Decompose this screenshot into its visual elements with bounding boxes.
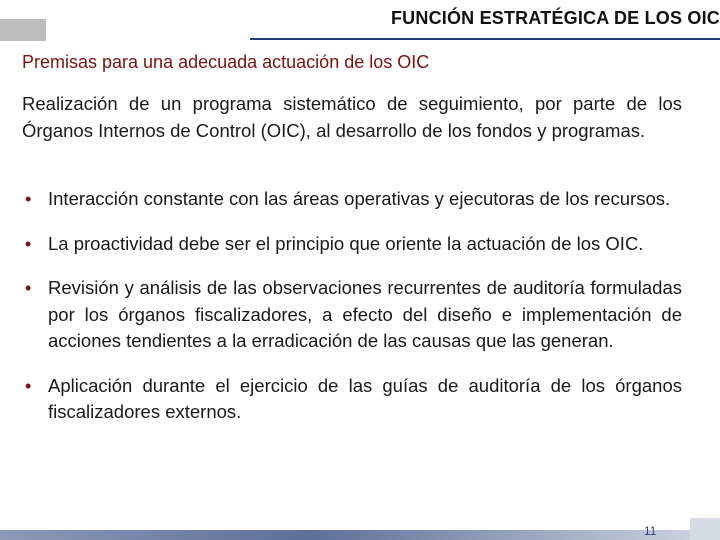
intro-paragraph: Realización de un programa sistemático de seguimiento, por parte de los Órganos Internos de Control (OIC), al desarrollo de los fondos y programas. — [22, 93, 682, 141]
bullet-text: Revisión y análisis de las observaciones recurrentes de auditoría formuladas por los órganos fiscalizadores, a efecto del diseño e implementación de acciones tendientes a la erradicación de las causas que las generan. — [48, 277, 682, 351]
bullet-text: Aplicación durante el ejercicio de las guías de auditoría de los órganos fiscalizadores externos. — [48, 374, 682, 422]
bullet-item — [22, 373, 682, 426]
footer-bar — [0, 530, 690, 540]
slide-subtitle: Premisas para una adecuada actuación de los OIC — [22, 52, 430, 72]
bullet-dot-icon: • — [25, 278, 32, 298]
bullet-dot-icon: • — [25, 233, 32, 254]
bullet-item — [22, 275, 682, 355]
bullet-text: La proactividad debe ser el principio que oriente la actuación de los OIC. — [48, 232, 644, 254]
bullet-dot-icon: • — [25, 375, 32, 396]
bullet-dot-icon: • — [25, 189, 32, 209]
title-underline — [250, 38, 720, 40]
logo-placeholder — [0, 19, 46, 41]
bullet-item — [22, 186, 682, 213]
footer-corner — [690, 518, 720, 540]
slide-title: FUNCIÓN ESTRATÉGICA DE LOS OIC — [390, 8, 720, 28]
bullet-list — [22, 186, 682, 444]
page-number: 11 — [644, 524, 657, 538]
bullet-item — [22, 231, 682, 258]
bullet-text: Interacción constante con las áreas operativas y ejecutoras de los recursos. — [48, 188, 671, 209]
